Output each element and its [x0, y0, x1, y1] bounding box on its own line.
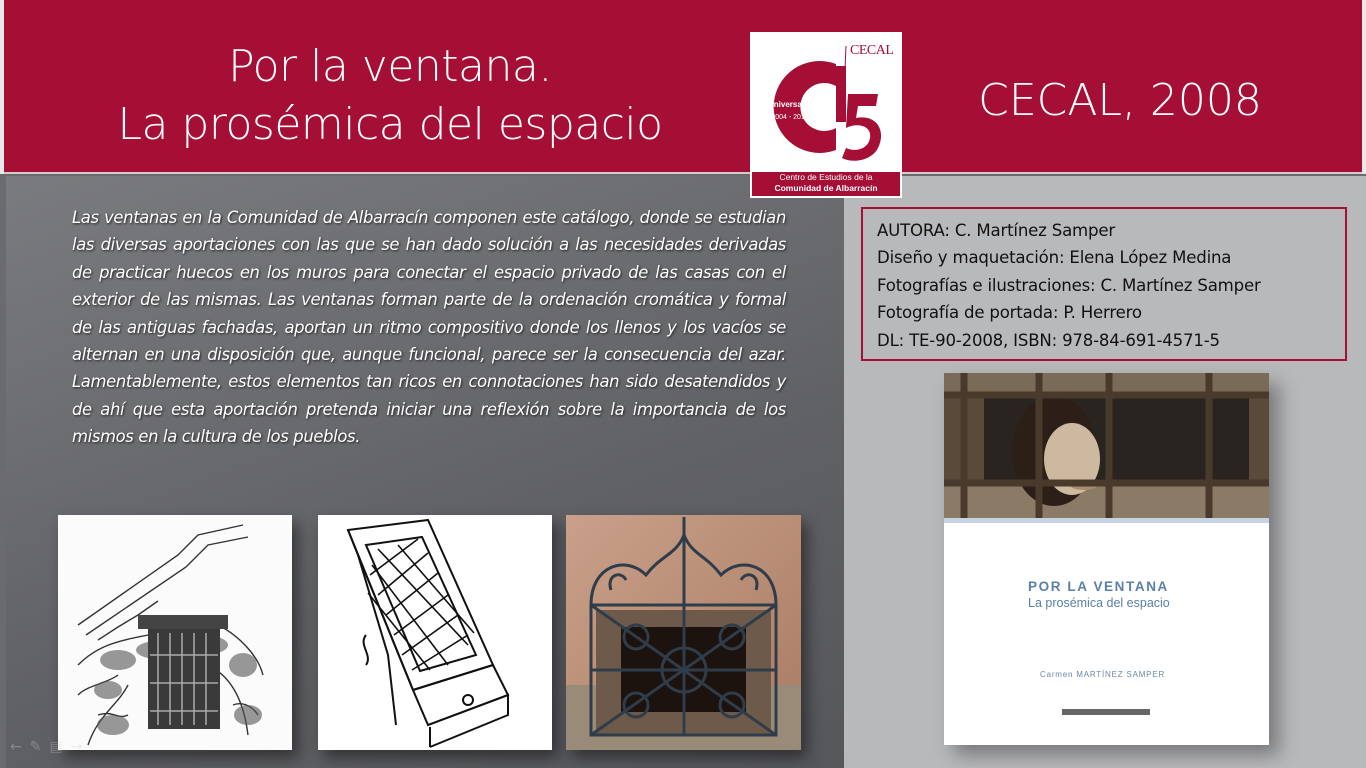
anniversary-label: Aniversario: [767, 100, 813, 109]
credit-photos: Fotografías e ilustraciones: C. Martínez Samper: [877, 275, 1261, 295]
book-cover-image: [944, 373, 1269, 745]
credit-design: Diseño y maquetación: Elena López Medina: [877, 248, 1232, 268]
cover-publisher-mark: [1062, 709, 1150, 715]
logo-name-line-2: Comunidad de Albarracín: [774, 183, 878, 193]
arrow-left-icon[interactable]: ←: [10, 739, 22, 755]
banner-edge: [1362, 0, 1366, 174]
anniversary-years: 2004 - 2019: [771, 114, 809, 121]
slide-nav-controls: [10, 738, 82, 756]
iron-grille-photo-icon: [566, 515, 801, 750]
cover-subtitle: La prosémica del espacio: [1028, 596, 1170, 610]
window-sketch-image: [58, 515, 292, 750]
iron-window-photo: [566, 515, 801, 750]
stone-window-sketch-icon: [58, 515, 292, 750]
publisher-label: CECAL, 2008: [978, 75, 1262, 126]
cover-author: Carmen MARTÍNEZ SAMPER: [1040, 670, 1166, 679]
slides-icon[interactable]: ▤: [49, 739, 63, 755]
cover-title: POR LA VENTANA: [1028, 579, 1169, 594]
description-text: Las ventanas en la Comunidad de Albarracín componen este catálogo, donde se estudian las diversas aportaciones con las que se han dado solución a las necesidades derivadas de practicar huecos en los muros para conectar el espacio privado de las casas con el exterior de las mismas. Las ventanas forman parte de la ordenación cromática y formal de las antiguas fachadas, aportan un ritmo compositivo donde los llenos y los vacíos se alternan en una disposición que, aunque funcional, parece ser la consecuencia del azar. Lamentablemente, estos elementos tan ricos en connotaciones han sido desatendidos y de ahí que esta aportación pretenda iniciar una reflexión sobre la importancia de los mismos en la cultura de los pueblos.: [72, 208, 786, 447]
pen-icon[interactable]: ✎: [29, 739, 42, 755]
title-line-1: Por la ventana.: [228, 41, 552, 92]
anniversary-text: [762, 99, 818, 124]
cover-photo-woman-at-window-icon: [944, 373, 1269, 518]
logo-initials: CECAL: [850, 43, 894, 58]
banner-edge: [0, 0, 4, 174]
credit-author: AUTORA: C. Martínez Samper: [877, 221, 1115, 240]
lattice-window-drawing-icon: [318, 515, 552, 750]
credit-cover-photo: Fotografía de portada: P. Herrero: [877, 303, 1142, 323]
arrow-right-icon[interactable]: →: [70, 739, 83, 755]
credits-box: [861, 207, 1347, 361]
cecal-logo: [750, 32, 902, 198]
page-title: [80, 38, 700, 154]
logo-name-bar: [752, 172, 900, 196]
window-drawing-image: [318, 515, 552, 750]
logo-name-line-1: Centro de Estudios de la: [779, 172, 873, 182]
credit-legal: DL: TE-90-2008, ISBN: 978-84-691-4571-5: [877, 330, 1220, 350]
title-line-2: La prosémica del espacio: [117, 99, 663, 150]
header-banner: [0, 0, 1366, 174]
cover-stripe: [944, 518, 1269, 523]
